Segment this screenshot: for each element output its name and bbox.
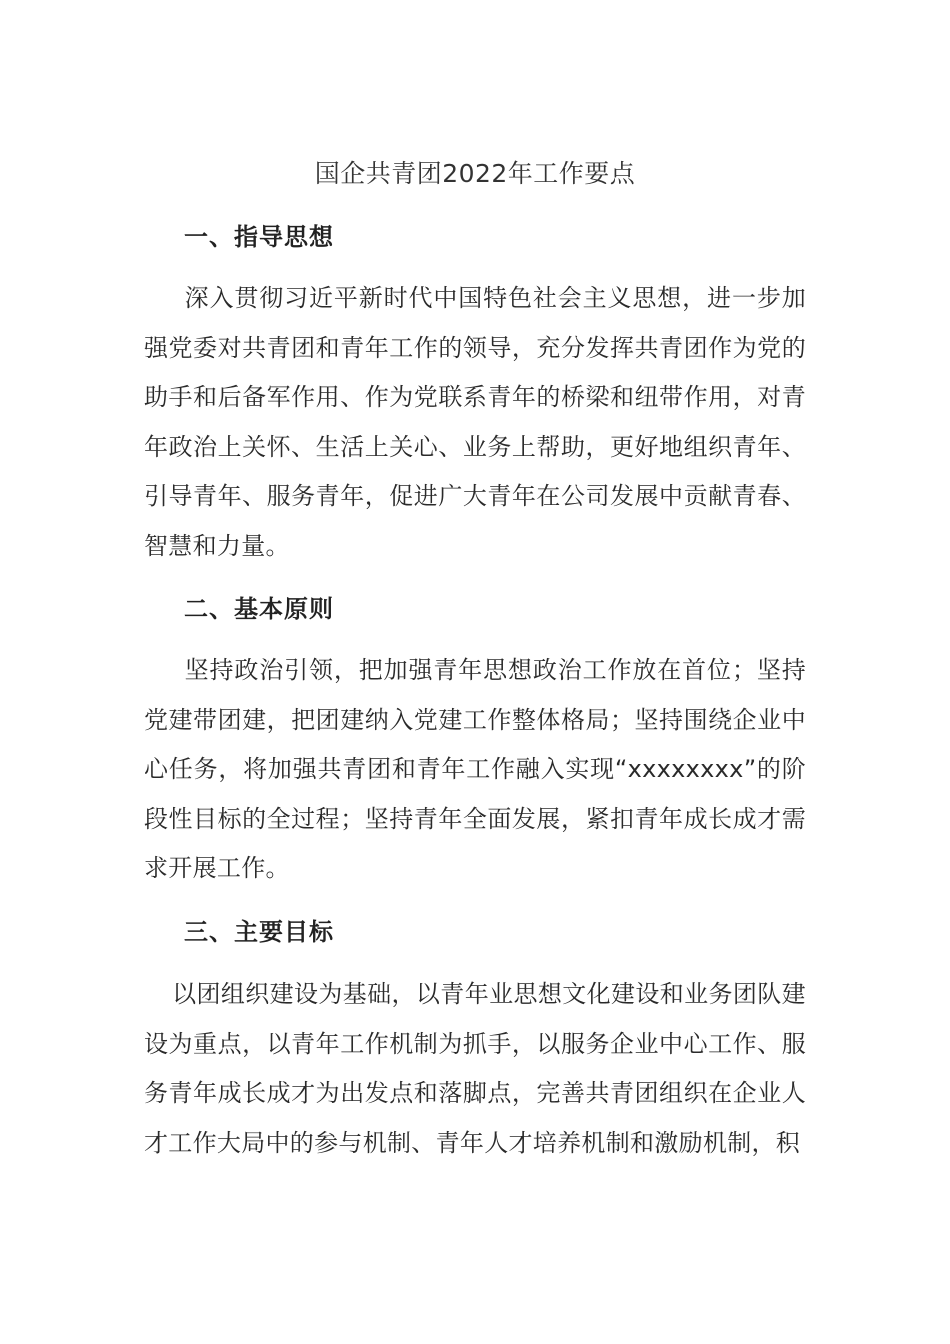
document-title: 国企共青团2022年工作要点 (314, 159, 636, 188)
section-heading-basic-principles: 二、基本原则 (184, 595, 334, 623)
section-body-basic-principles (144, 646, 806, 894)
section-heading-main-goals: 三、主要目标 (184, 918, 334, 946)
section-body-text: 以团组织建设为基础，以青年业思想文化建设和业务团队建设为重点，以青年工作机制为抓手，以服务企业中心工作、服务青年成长成才为出发点和落脚点，完善共青团组织在企业人才工作大局中的参与机制、青年人才培养机制和激励机制，积 (144, 980, 806, 1157)
section-body-text: 深入贯彻习近平新时代中国特色社会主义思想，进一步加强党委对共青团和青年工作的领导，充分发挥共青团作为党的助手和后备军作用、作为党联系青年的桥梁和纽带作用，对青年政治上关怀、生活上关心、业务上帮助，更好地组织青年、引导青年、服务青年，促进广大青年在公司发展中贡献青春、智慧和力量。 (144, 284, 806, 560)
section-heading-guiding-ideology: 一、指导思想 (184, 223, 334, 251)
section-body-guiding-ideology (144, 274, 806, 571)
section-body-main-goals (144, 970, 806, 1168)
section-body-text: 坚持政治引领，把加强青年思想政治工作放在首位；坚持党建带团建，把团建纳入党建工作整体格局；坚持围绕企业中心任务，将加强共青团和青年工作融入实现“xxxxxxxx”的阶段性目标的全过程；坚持青年全面发展，紧扣青年成长成才需求开展工作。 (144, 656, 806, 882)
